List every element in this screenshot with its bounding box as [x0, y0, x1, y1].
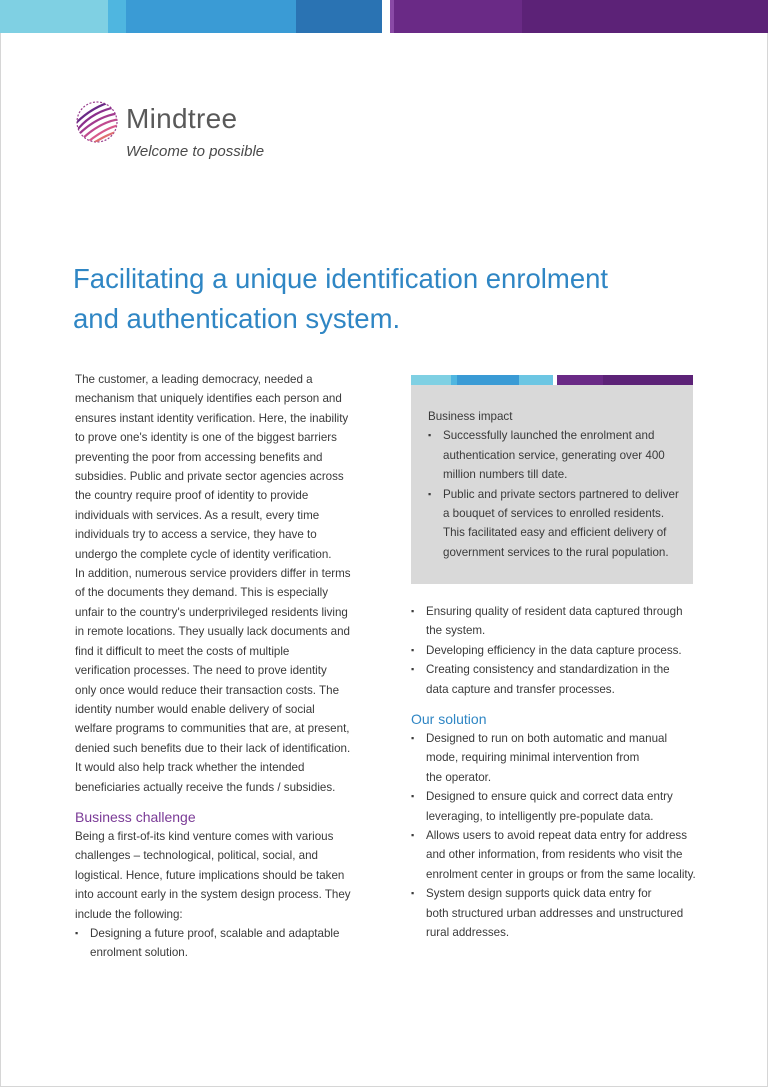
bullet-icon: ▪: [411, 733, 415, 744]
text-line: the country require proof of identity to provide: [75, 489, 309, 503]
impact-bar-segment: [411, 375, 451, 385]
text-line: enrolment solution.: [90, 946, 188, 960]
business-challenge-heading: Business challenge: [75, 808, 196, 825]
text-line: of the documents they demand. This is especially: [75, 586, 329, 600]
text-line: Being a first-of-its kind venture comes with various: [75, 829, 334, 843]
text-line: enrolment center in groups or from the same locality.: [426, 867, 696, 881]
text-line: mode, requiring minimal intervention from: [426, 751, 640, 765]
impact-color-bar: [411, 375, 693, 385]
text-line: preventing the poor from accessing benefits and: [75, 450, 323, 464]
text-line: It would also help track whether the intended: [75, 761, 305, 775]
list-item: [411, 660, 701, 699]
text-line: find it difficult to meet the costs of multiple: [75, 644, 290, 658]
text-line: government services to the rural population.: [443, 545, 669, 559]
text-line: Designing a future proof, scalable and adaptable: [90, 926, 340, 940]
challenge-paragraph: [75, 827, 375, 924]
bullet-icon: ▪: [411, 830, 415, 841]
text-line: challenges – technological, political, social, and: [75, 849, 318, 863]
text-line: Ensuring quality of resident data captured through: [426, 605, 683, 618]
text-line: Developing efficiency in the data capture process.: [426, 643, 682, 657]
text-line: the operator.: [426, 770, 492, 784]
top-bar-segment: [382, 0, 390, 33]
bullet-icon: ▪: [428, 430, 432, 441]
text-line: verification processes. The need to prove identity: [75, 664, 327, 678]
text-line: Successfully launched the enrolment and: [443, 429, 655, 443]
intro-paragraph: [75, 370, 375, 797]
text-line: Creating consistency and standardization in the: [426, 663, 670, 677]
text-line: identity number would enable delivery of social: [75, 702, 315, 716]
top-bar-segment: [0, 0, 108, 33]
text-line: rural addresses.: [426, 926, 510, 940]
right-column: [411, 602, 701, 943]
text-line: only once would reduce their transaction costs. The: [75, 683, 340, 697]
list-item: [411, 729, 701, 787]
page-title: [73, 259, 673, 339]
mindtree-globe-icon: [74, 99, 120, 145]
impact-bar-segment: [603, 375, 693, 385]
text-line: Public and private sectors partnered to deliver: [443, 487, 679, 501]
title-line: Facilitating a unique identification enrolment: [73, 263, 609, 294]
text-line: into account early in the system design process. They: [75, 888, 351, 902]
bullet-icon: ▪: [75, 927, 79, 938]
list-item: [75, 924, 375, 963]
top-bar-segment: [522, 0, 768, 33]
text-line: individuals try to access a service, they have to: [75, 528, 317, 542]
text-line: both structured urban addresses and unstructured: [426, 906, 684, 920]
text-line: include the following:: [75, 907, 183, 921]
text-line: Designed to ensure quick and correct data entry: [426, 790, 673, 804]
text-line: leveraging, to intelligently pre-populate data.: [426, 809, 654, 823]
text-line: Designed to run on both automatic and manual: [426, 732, 668, 746]
text-line: undergo the complete cycle of identity verification.: [75, 547, 332, 561]
impact-bar-segment: [519, 375, 553, 385]
bullet-icon: ▪: [428, 488, 432, 499]
title-line: and authentication system.: [73, 303, 401, 334]
text-line: the system.: [426, 624, 486, 638]
text-line: This facilitated easy and efficient delivery of: [443, 526, 667, 540]
business-impact-heading: Business impact: [428, 410, 513, 423]
bullet-icon: ▪: [411, 664, 415, 675]
top-bar-segment: [126, 0, 296, 33]
top-color-bar: [0, 0, 768, 33]
impact-bar-segment: [557, 375, 603, 385]
text-line: In addition, numerous service providers differ in terms: [75, 567, 351, 581]
text-line: unfair to the country's underprivileged residents living: [75, 605, 348, 619]
list-item: [411, 884, 701, 942]
top-bar-segment: [394, 0, 522, 33]
list-item: [411, 826, 701, 884]
text-line: ensures instant identity verification. Here, the inability: [75, 411, 349, 425]
top-bar-segment: [296, 0, 382, 33]
list-item: [411, 787, 701, 826]
top-bar-segment: [108, 0, 126, 33]
text-line: and other information, from residents who visit the: [426, 848, 683, 862]
impact-content: [428, 407, 690, 562]
brand-tagline: Welcome to possible: [126, 143, 265, 160]
text-line: individuals with services. As a result, every time: [75, 508, 320, 522]
list-item: [428, 426, 690, 484]
business-impact-box: [411, 375, 693, 584]
brand-logo: [74, 99, 284, 163]
list-item: [411, 602, 701, 641]
list-item: [411, 641, 701, 660]
text-line: mechanism that uniquely identifies each person and: [75, 392, 342, 406]
text-line: data capture and transfer processes.: [426, 682, 615, 696]
text-line: logistical. Hence, future implications should be taken: [75, 868, 345, 882]
list-item: [428, 485, 690, 563]
text-line: denied such benefits due to their lack of identification.: [75, 741, 351, 755]
text-line: beneficiaries actually receive the funds / subsidies.: [75, 780, 336, 794]
text-line: The customer, a leading democracy, needed a: [75, 373, 313, 386]
text-line: subsidies. Public and private sector agencies across: [75, 470, 344, 484]
bullet-icon: ▪: [411, 791, 415, 802]
text-line: Allows users to avoid repeat data entry for address: [426, 829, 687, 843]
impact-bar-segment: [457, 375, 519, 385]
text-line: System design supports quick data entry for: [426, 887, 652, 901]
our-solution-heading: Our solution: [411, 711, 487, 728]
brand-name: Mindtree: [126, 103, 238, 134]
text-line: million numbers till date.: [443, 468, 568, 482]
bullet-icon: ▪: [411, 888, 415, 899]
text-line: in remote locations. They usually lack documents and: [75, 625, 350, 639]
bullet-icon: ▪: [411, 644, 415, 655]
text-line: authentication service, generating over 400: [443, 448, 665, 462]
text-line: welfare programs to communities that are, at present,: [75, 722, 350, 736]
text-line: to prove one's identity is one of the biggest barriers: [75, 431, 337, 445]
text-line: a bouquet of services to enrolled residents.: [443, 507, 665, 521]
bullet-icon: ▪: [411, 606, 415, 616]
left-column: [75, 370, 375, 963]
